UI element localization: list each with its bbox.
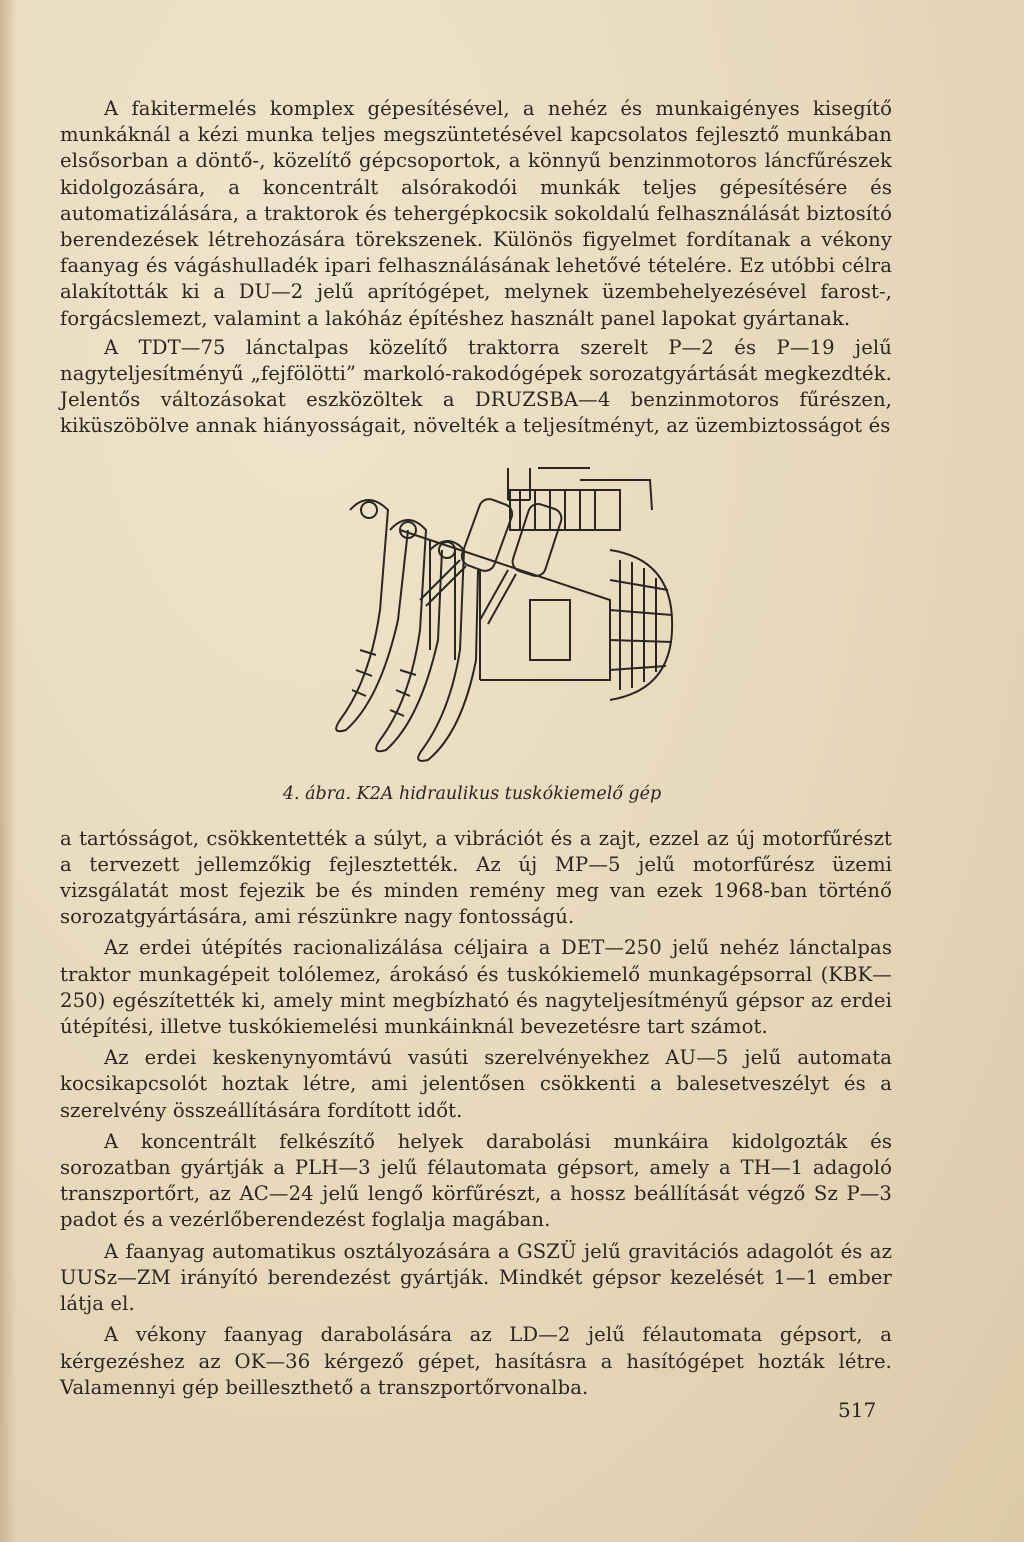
page-spine-shadow [0, 0, 16, 1542]
text-block-bottom [60, 826, 892, 1401]
paragraph: A TDT—75 lánctalpas közelítő traktorra szerelt P—2 és P—19 jelű nagyteljesítményű „fejfölötti” markoló-rakodógépek sorozatgyártását megkezdték. Jelentős változásokat eszközöltek a DRUZSBA—4 benzinmotoros fűrészen, kiküszöbölve annak hiányosságait, növelték a teljesítményt, az üzembiztosságot és [60, 335, 892, 438]
paragraph: A koncentrált felkészítő helyek darabolási munkáira kidolgozták és sorozatban gyártják a PLH—3 jelű félautomata gépsort, amely a TH—1 adagoló transzportőrt, az AC—24 jelű lengő körfűrészt, a hossz beállítását végző Sz P—3 padot és a vezérlőberendezést foglalja magában. [60, 1129, 892, 1232]
figure-caption: 4. ábra. K2A hidraulikus tuskókiemelő gép [282, 783, 662, 804]
text-block-top [60, 96, 892, 440]
paragraph: A vékony faanyag darabolására az LD—2 jelű félautomata gépsort, a kérgezéshez az OK—36 kérgező gépet, hasításra a hasítógépet hozták létre. Valamennyi gép beilleszthető a transzportőrvonalba. [60, 1323, 892, 1399]
paragraph: A fakitermelés komplex gépesítésével, a nehéz és munkaigényes kisegítő munkáknál a kézi munka teljes megszüntetésével kapcsolatos fejlesztő munkában elsősorban a döntő-, közelítő gépcsoportok, a könnyű benzinmotoros láncfűrészek kidolgozására, a koncentrált alsórakodói munkák teljes gépesítésére és automatizálására, a traktorok és tehergépkocsik sokoldalú felhasználását biztosító berendezések létrehozására törekszenek. Különös figyelmet fordítanak a vékony faanyag és vágáshulladék ipari felhasználásának lehetővé tételére. Ez utóbbi célra alakították ki a DU—2 jelű aprítógépet, melynek üzembehelyezésével farost-, forgácslemezt, valamint a lakóház építéshez használt panel lapokat gyártanak. [60, 97, 892, 330]
paragraph: Az erdei keskenynyomtávú vasúti szerelvényekhez AU—5 jelű automata kocsikapcsolót hoztak létre, ami jelentősen csökkenti a balesetveszélyt és a szerelvény összeállítására fordított időt. [60, 1046, 892, 1122]
figure [60, 450, 892, 818]
paragraph: Az erdei útépítés racionalizálása céljaira a DET—250 jelű nehéz lánctalpas traktor munkagépeit tolólemez, árokásó és tuskókiemelő munkagépsorral (KBK—250) egészítették ki, amely mint megbízható és nagyteljesítményű gépsor az erdei útépítési, illetve tuskókiemelési munkáinknál bevezetésre tart számot. [60, 936, 892, 1039]
page-number: 517 [838, 1398, 877, 1422]
paragraph: A faanyag automatikus osztályozására a GSZÜ jelű gravitációs adagolót és az UUSz—ZM irányító berendezést gyártják. Mindkét gépsor kezelését 1—1 ember látja el. [60, 1239, 892, 1316]
document-page [60, 96, 892, 1401]
hydraulic-stump-extractor-drawing [280, 450, 680, 770]
paragraph: a tartósságot, csökkentették a súlyt, a vibrációt és a zajt, ezzel az új motorfűrészt a tervezett jellemzőkig fejlesztették. Az új MP—5 jelű motorfűrész üzemi vizsgálatát most fejezik be és minden remény meg van ezek 1968-ban történő sorozatgyártására, ami részünkre nagy fontosságú. [60, 826, 892, 929]
